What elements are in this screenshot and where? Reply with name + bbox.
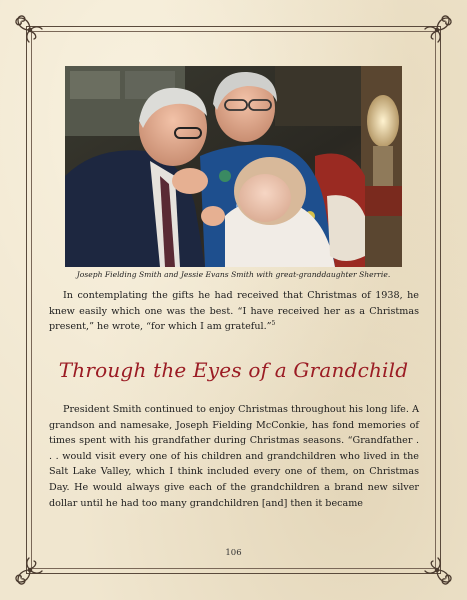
photo-caption: Joseph Fielding Smith and Jessie Evans Smith with great-granddaughter Sherrie. — [76, 270, 391, 279]
corner-ornament-icon — [419, 12, 455, 48]
paragraph-grandchild-text: President Smith continued to enjoy Christmas throughout his long life. A grandson and namesake, Joseph Fielding McConkie, has fond memories of times spent with his grandfather during Christmas seasons. “Grandfather . . . would visit every one of his children and grandchildren who lived in the Salt Lake Valley, which I think included every one of them, on Christmas Day. He would always give each of the grandchildren a brand new silver dollar until he had too many grandchildren [and] then it became — [49, 404, 419, 509]
paragraph-gift — [49, 288, 419, 335]
corner-ornament-icon — [12, 12, 48, 48]
paragraph-grandchild — [49, 402, 419, 511]
family-photograph — [65, 66, 402, 267]
page-number: 106 — [225, 548, 242, 558]
footnote-marker: 5 — [271, 320, 276, 327]
section-heading: Through the Eyes of a Grandchild — [58, 358, 409, 382]
paragraph-gift-text: In contemplating the gifts he had received that Christmas of 1938, he knew easily which one was the best. “I have received her as a Christmas present,” he wrote, “for which I am grateful.” — [49, 290, 419, 333]
